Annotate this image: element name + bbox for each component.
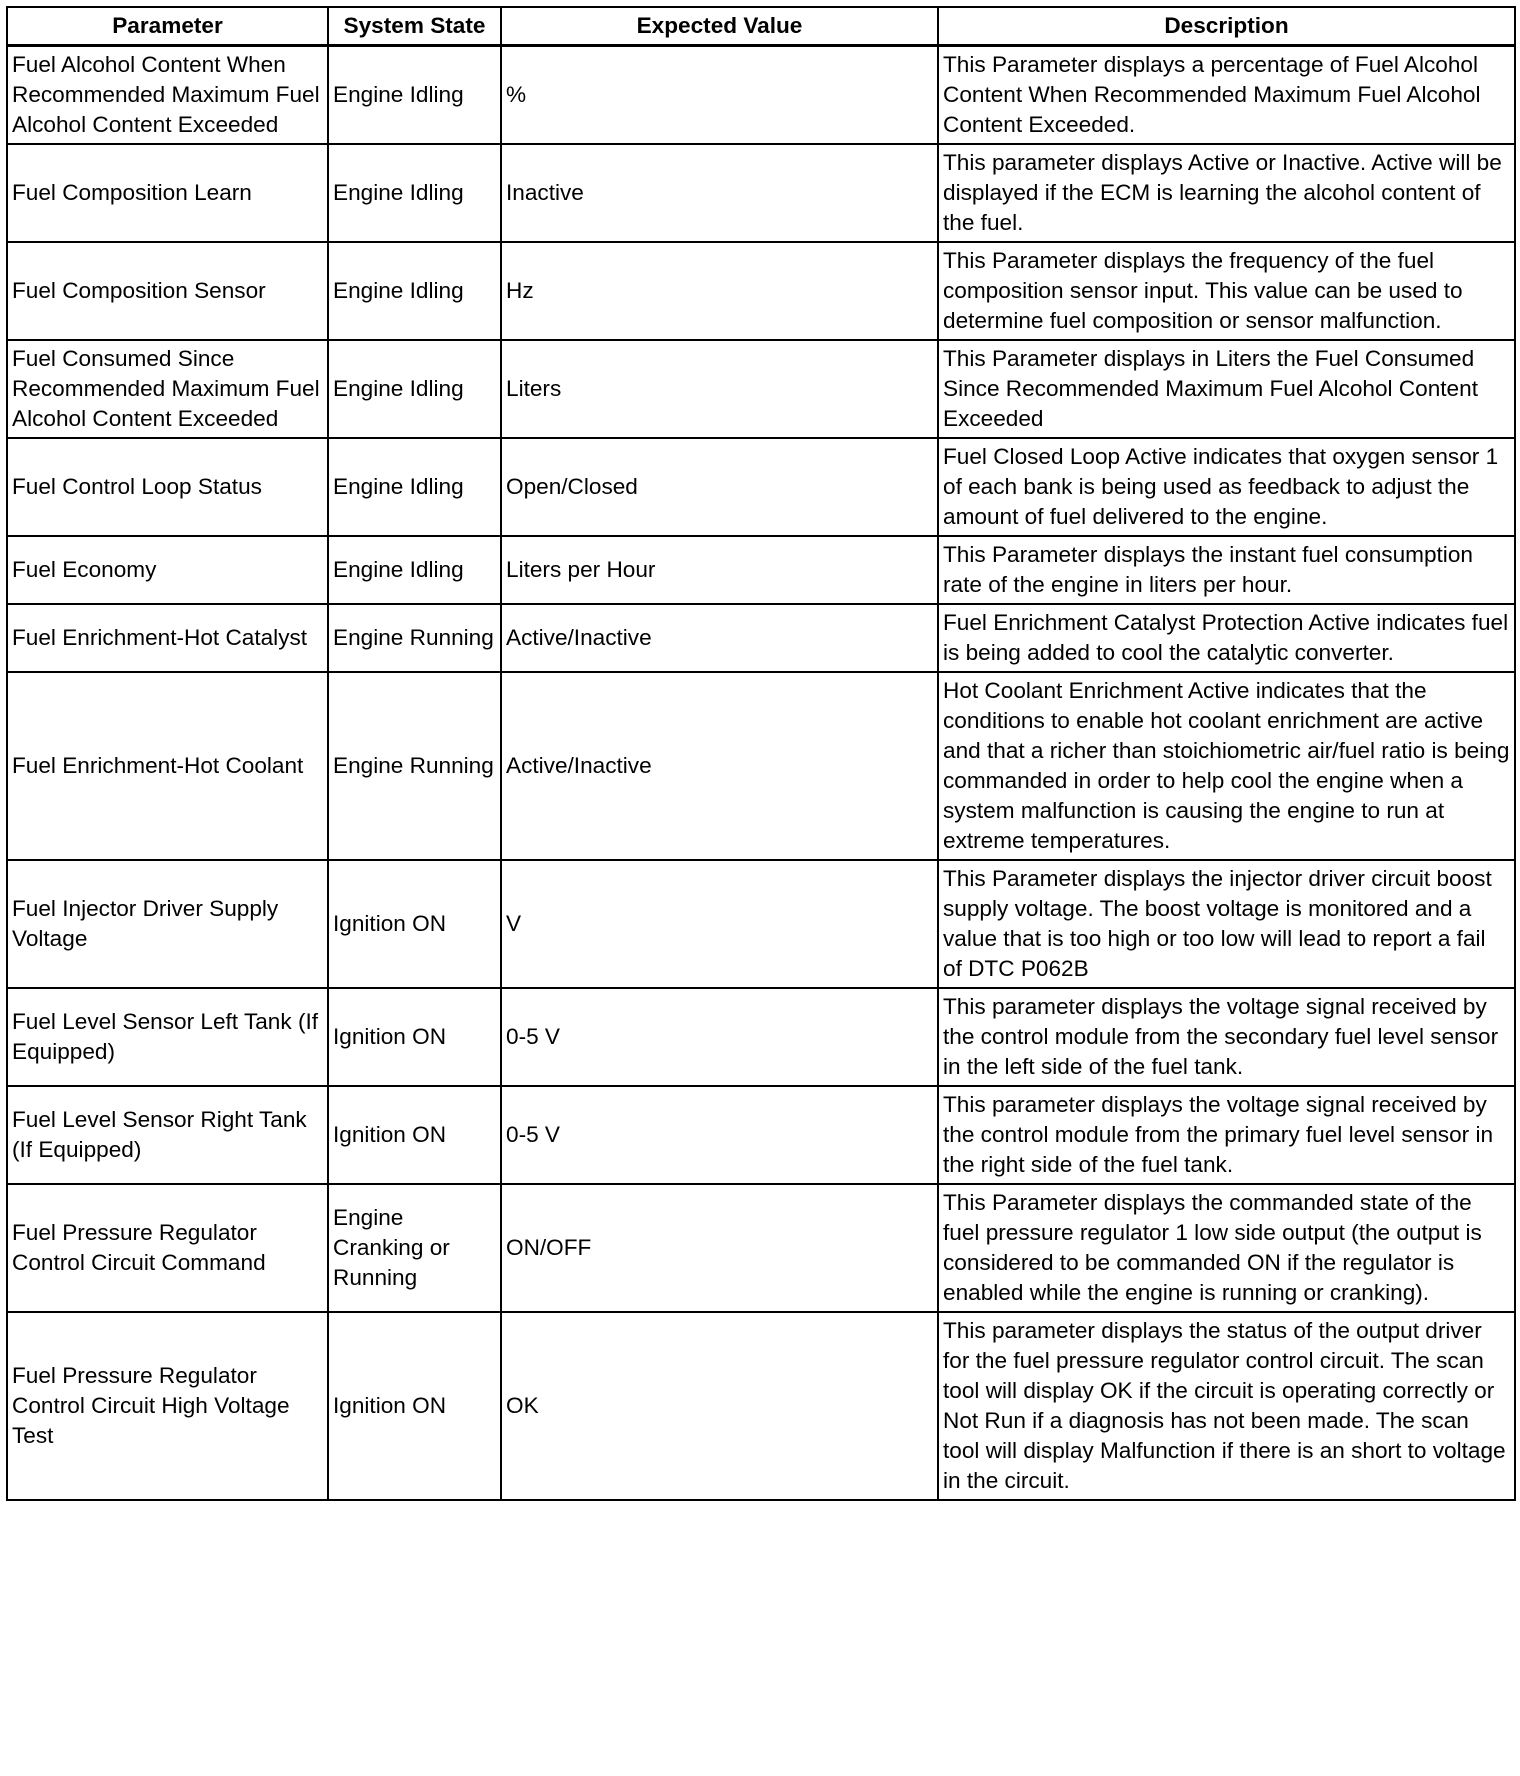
cell-expected-value: Active/Inactive [501,604,938,672]
table-row [7,604,1515,672]
cell-expected-value: V [501,860,938,988]
cell-system-state: Engine Idling [328,144,501,242]
cell-system-state: Ignition ON [328,988,501,1086]
cell-system-state: Ignition ON [328,1086,501,1184]
parameter-table [6,6,1516,1501]
cell-description: This Parameter displays the frequency of the fuel composition sensor input. This value can be used to determine fuel composition or sensor malfunction. [938,242,1515,340]
cell-parameter: Fuel Economy [7,536,328,604]
cell-system-state: Ignition ON [328,860,501,988]
cell-expected-value: Active/Inactive [501,672,938,860]
header-expected-value: Expected Value [501,7,938,46]
cell-parameter: Fuel Composition Sensor [7,242,328,340]
cell-description: Hot Coolant Enrichment Active indicates that the conditions to enable hot coolant enrichment are active and that a richer than stoichiometric air/fuel ratio is being commanded in order to help cool the engine when a system malfunction is causing the engine to run at extreme temperatures. [938,672,1515,860]
cell-expected-value: 0-5 V [501,988,938,1086]
table-row [7,988,1515,1086]
table-row [7,1312,1515,1500]
cell-parameter: Fuel Pressure Regulator Control Circuit High Voltage Test [7,1312,328,1500]
cell-description: This parameter displays Active or Inactive. Active will be displayed if the ECM is learning the alcohol content of the fuel. [938,144,1515,242]
cell-expected-value: Liters per Hour [501,536,938,604]
cell-system-state: Engine Running [328,672,501,860]
document-page [6,6,1514,1501]
cell-parameter: Fuel Composition Learn [7,144,328,242]
cell-expected-value: Liters [501,340,938,438]
table-row [7,860,1515,988]
cell-parameter: Fuel Consumed Since Recommended Maximum Fuel Alcohol Content Exceeded [7,340,328,438]
cell-system-state: Engine Running [328,604,501,672]
table-row [7,1184,1515,1312]
table-row [7,536,1515,604]
cell-system-state: Engine Idling [328,242,501,340]
cell-expected-value: Inactive [501,144,938,242]
header-system-state: System State [328,7,501,46]
cell-parameter: Fuel Enrichment-Hot Catalyst [7,604,328,672]
cell-parameter: Fuel Enrichment-Hot Coolant [7,672,328,860]
cell-description: This Parameter displays the injector driver circuit boost supply voltage. The boost voltage is monitored and a value that is too high or too low will lead to report a fail of DTC P062B [938,860,1515,988]
cell-description: This Parameter displays the instant fuel consumption rate of the engine in liters per hour. [938,536,1515,604]
cell-system-state: Engine Idling [328,438,501,536]
cell-expected-value: OK [501,1312,938,1500]
cell-parameter: Fuel Injector Driver Supply Voltage [7,860,328,988]
cell-description: This Parameter displays a percentage of Fuel Alcohol Content When Recommended Maximum Fuel Alcohol Content Exceeded. [938,46,1515,145]
cell-system-state: Engine Cranking or Running [328,1184,501,1312]
cell-expected-value: ON/OFF [501,1184,938,1312]
cell-description: This Parameter displays in Liters the Fuel Consumed Since Recommended Maximum Fuel Alcohol Content Exceeded [938,340,1515,438]
cell-expected-value: Hz [501,242,938,340]
cell-expected-value: 0-5 V [501,1086,938,1184]
cell-parameter: Fuel Level Sensor Left Tank (If Equipped) [7,988,328,1086]
cell-system-state: Engine Idling [328,536,501,604]
cell-parameter: Fuel Level Sensor Right Tank (If Equipped) [7,1086,328,1184]
cell-system-state: Engine Idling [328,340,501,438]
cell-system-state: Engine Idling [328,46,501,145]
table-row [7,46,1515,145]
cell-expected-value: Open/Closed [501,438,938,536]
cell-parameter: Fuel Control Loop Status [7,438,328,536]
table-header-row [7,7,1515,46]
table-row [7,672,1515,860]
table-row [7,340,1515,438]
cell-parameter: Fuel Pressure Regulator Control Circuit Command [7,1184,328,1312]
cell-description: This parameter displays the status of the output driver for the fuel pressure regulator control circuit. The scan tool will display OK if the circuit is operating correctly or Not Run if a diagnosis has not been made. The scan tool will display Malfunction if there is an short to voltage in the circuit. [938,1312,1515,1500]
table-row [7,144,1515,242]
cell-expected-value: % [501,46,938,145]
header-parameter: Parameter [7,7,328,46]
cell-description: Fuel Enrichment Catalyst Protection Active indicates fuel is being added to cool the catalytic converter. [938,604,1515,672]
cell-system-state: Ignition ON [328,1312,501,1500]
cell-description: Fuel Closed Loop Active indicates that oxygen sensor 1 of each bank is being used as feedback to adjust the amount of fuel delivered to the engine. [938,438,1515,536]
cell-description: This parameter displays the voltage signal received by the control module from the primary fuel level sensor in the right side of the fuel tank. [938,1086,1515,1184]
cell-description: This parameter displays the voltage signal received by the control module from the secondary fuel level sensor in the left side of the fuel tank. [938,988,1515,1086]
table-row [7,242,1515,340]
cell-parameter: Fuel Alcohol Content When Recommended Maximum Fuel Alcohol Content Exceeded [7,46,328,145]
table-row [7,438,1515,536]
header-description: Description [938,7,1515,46]
table-row [7,1086,1515,1184]
cell-description: This Parameter displays the commanded state of the fuel pressure regulator 1 low side output (the output is considered to be commanded ON if the regulator is enabled while the engine is running or cranking). [938,1184,1515,1312]
